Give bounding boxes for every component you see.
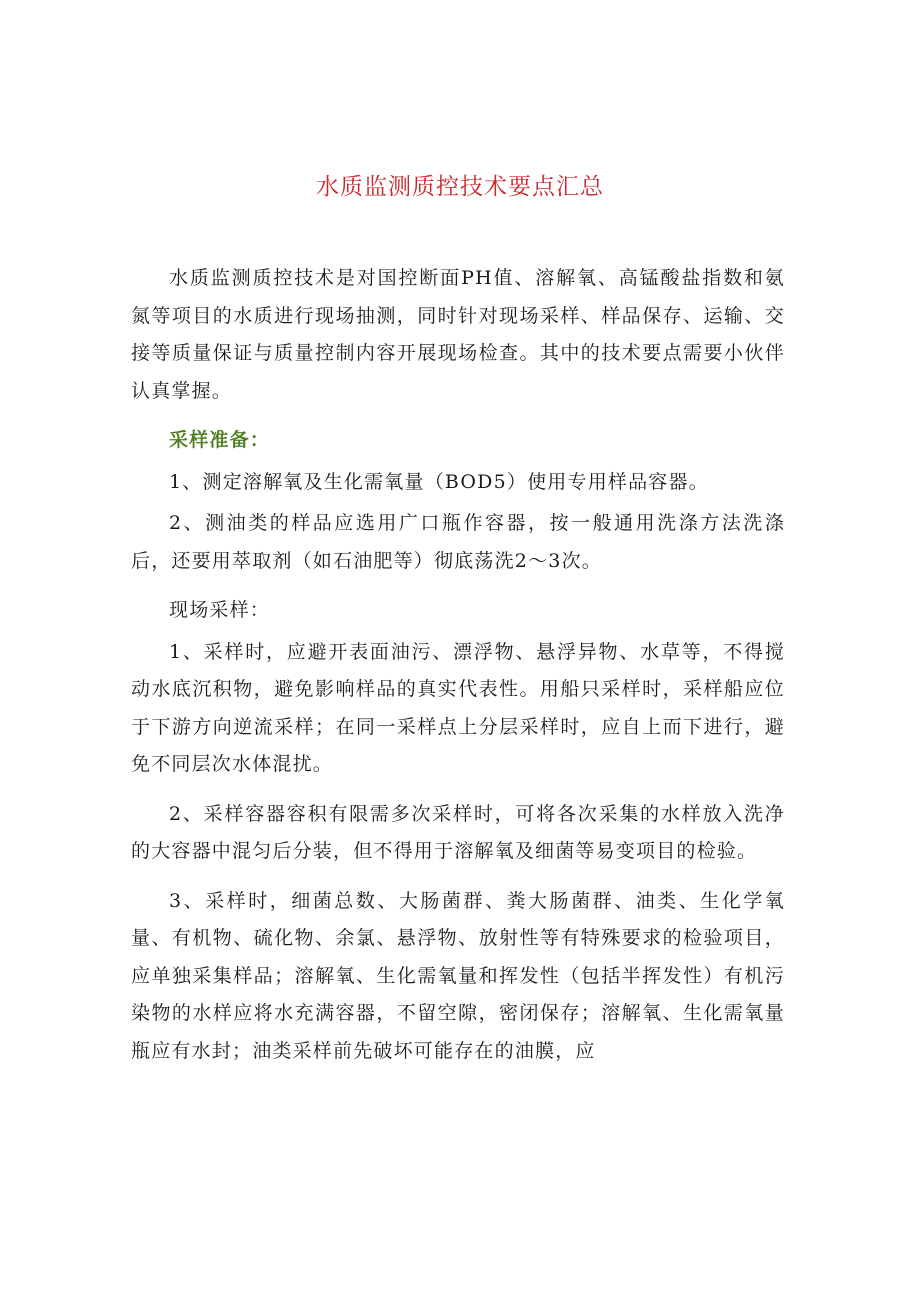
- document-title: 水质监测质控技术要点汇总: [316, 174, 604, 200]
- section-heading-sampling-preparation: 采样准备：: [169, 429, 271, 451]
- preparation-item-1: 1、测定溶解氧及生化需氧量（BOD5）使用专用样品容器。: [169, 470, 709, 493]
- field-sampling-item-3: 3、采样时，细菌总数、大肠菌群、粪大肠菌群、油类、生化学氧量、有机物、硫化物、余氯、悬浮物、放射性等有特殊要求的检验项目，应单独采集样品；溶解氧、生化需氧量和挥发性（包括半挥发性）有机污染物的水样应将水充满容器，不留空隙，密闭保存；溶解氧、生化需氧量瓶应有水封；油类采样前先破坏可能存在的油膜，应: [131, 889, 785, 1062]
- field-sampling-item-2: 2、采样容器容积有限需多次采样时，可将各次采集的水样放入洗净的大容器中混匀后分装，但不得用于溶解氧及细菌等易变项目的检验。: [131, 802, 785, 862]
- preparation-item-2: 2、测油类的样品应选用广口瓶作容器，按一般通用洗涤方法洗涤后，还要用萃取剂（如石油肥等）彻底荡洗2～3次。: [131, 512, 785, 572]
- section-heading-field-sampling: 现场采样：: [169, 599, 271, 621]
- intro-paragraph: 水质监测质控技术是对国控断面PH值、溶解氧、高锰酸盐指数和氨氮等项目的水质进行现场抽测，同时针对现场采样、样品保存、运输、交接等质量保证与质量控制内容开展现场检查。其中的技术要点需要小伙伴认真掌握。: [131, 267, 785, 402]
- field-sampling-item-1: 1、采样时，应避开表面油污、漂浮物、悬浮异物、水草等，不得搅动水底沉积物，避免影响样品的真实代表性。用船只采样时，采样船应位于下游方向逆流采样；在同一采样点上分层采样时，应自上而下进行，避免不同层次水体混扰。: [131, 640, 785, 775]
- document-body: [131, 260, 785, 1082]
